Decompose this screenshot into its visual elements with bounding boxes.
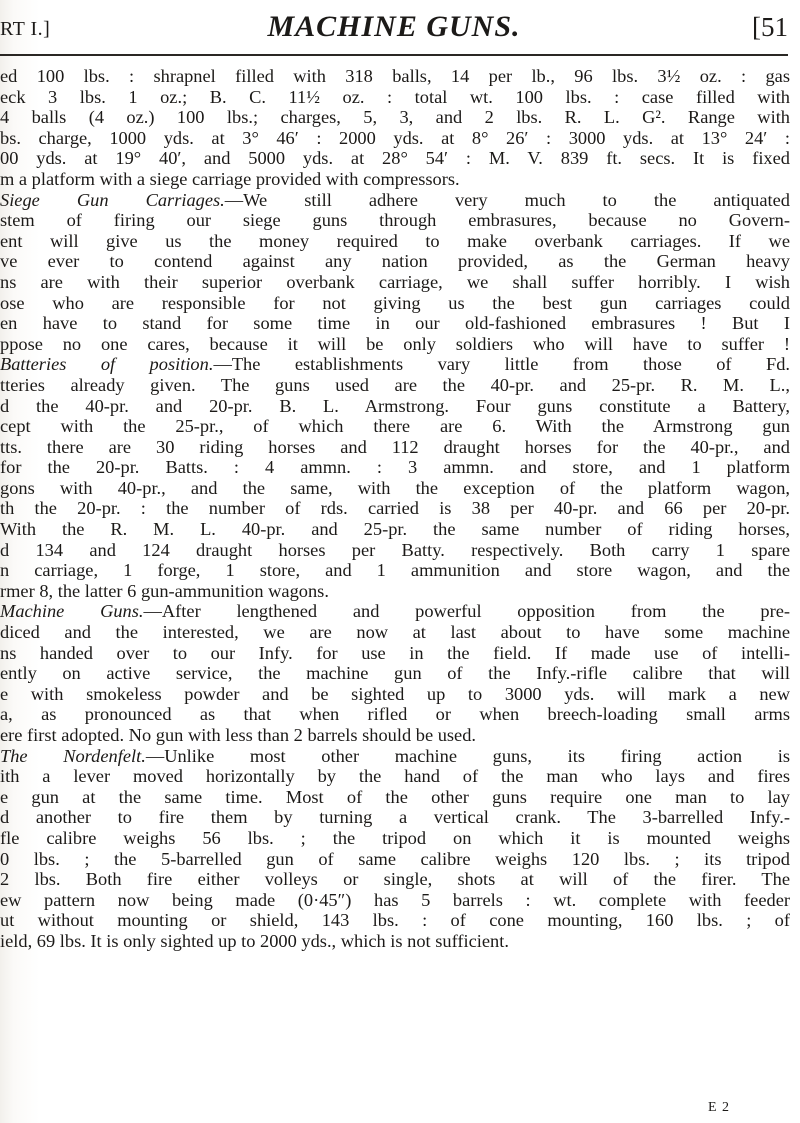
text-run: 2 lbs. Both fire either volleys or single, shots at will of the firer. The (0, 869, 790, 890)
text-line (0, 622, 790, 643)
text-line (0, 560, 790, 581)
text-run: ew pattern now being made (0·45″) has 5 barrels : wt. complete with feeder (0, 889, 790, 910)
text-line (0, 457, 790, 478)
running-title: MACHINE GUNS. (267, 10, 521, 43)
text-line (0, 663, 790, 684)
text-run: a, as pronounced as that when rifled or when breech-loading small arms (0, 704, 790, 725)
text-run: With the R. M. L. 40-pr. and 25-pr. the same number of riding horses, (0, 519, 790, 540)
text-line (0, 910, 790, 931)
text-line (0, 128, 790, 149)
text-run: th the 20-pr. : the number of rds. carried is 38 per 40-pr. and 66 per 20-pr. (0, 498, 790, 519)
text-run: gons with 40-pr., and the same, with the exception of the platform wagon, (0, 477, 790, 498)
body-text (0, 66, 790, 952)
text-run: 4 balls (4 oz.) 100 lbs.; charges, 5, 3, and 2 lbs. R. L. G². Range with (0, 107, 790, 128)
text-run: e gun at the same time. Most of the other guns require one man to lay (0, 786, 790, 807)
text-run: diced and the interested, we are now at last about to have some machine (0, 622, 790, 643)
text-run: —The establishments vary little from those of Fd. (213, 354, 790, 375)
text-run: ns are with their superior overbank carriage, we shall suffer horribly. I wish (0, 271, 790, 292)
text-line (0, 478, 790, 499)
text-line (0, 87, 790, 108)
text-line (0, 190, 790, 211)
header-rule (0, 54, 788, 56)
text-line (0, 313, 790, 334)
text-run: eck 3 lbs. 1 oz.; B. C. 11½ oz. : total wt. 100 lbs. : case filled with (0, 86, 790, 107)
section-heading: Machine Guns. (0, 601, 144, 622)
text-line (0, 210, 790, 231)
text-run: 00 yds. at 19° 40′, and 5000 yds. at 28° 54′ : M. V. 839 ft. secs. It is fixed (0, 148, 790, 169)
text-line (0, 787, 790, 808)
text-run: 0 lbs. ; the 5-barrelled gun of same calibre weighs 120 lbs. ; its tripod (0, 848, 790, 869)
text-run: cept with the 25-pr., of which there are 6. With the Armstrong gun (0, 416, 790, 437)
text-run: for the 20-pr. Batts. : 4 ammn. : 3 ammn. and store, and 1 platform (0, 457, 790, 478)
text-run: tteries already given. The guns used are the 40-pr. and 25-pr. R. M. L., (0, 374, 790, 395)
text-run: ith a lever moved horizontally by the hand of the man who lays and fires (0, 766, 790, 787)
text-line (0, 601, 790, 622)
text-run: stem of firing our siege guns through embrasures, because no Govern- (0, 210, 790, 231)
text-line (0, 272, 790, 293)
text-line (0, 766, 790, 787)
text-line (0, 684, 790, 705)
text-run: d another to fire them by turning a vertical crank. The 3-barrelled Infy.- (0, 807, 790, 828)
text-line (0, 334, 790, 355)
text-run: —After lengthened and powerful opposition from the pre- (143, 601, 790, 622)
text-line (0, 931, 790, 952)
text-run: ere first adopted. No gun with less than 2 barrels should be used. (0, 725, 477, 745)
text-line (0, 725, 790, 746)
text-run: ield, 69 lbs. It is only sighted up to 2000 yds., which is not sufficient. (0, 930, 509, 951)
text-run: m a platform with a siege carriage provided with compressors. (0, 168, 460, 189)
section-heading: Batteries of position. (0, 354, 214, 375)
text-line (0, 251, 790, 272)
text-line (0, 704, 790, 725)
text-line (0, 807, 790, 828)
page-number: [51 (752, 12, 788, 42)
text-run: rmer 8, the latter 6 gun-ammunition wagons. (0, 580, 329, 601)
signature-mark: E 2 (708, 1100, 731, 1115)
text-line (0, 540, 790, 561)
text-line (0, 519, 790, 540)
text-run: bs. charge, 1000 yds. at 3° 46′ : 2000 yds. at 8° 26′ : 3000 yds. at 13° 24′ : (0, 127, 790, 148)
text-line (0, 375, 790, 396)
text-run: d the 40-pr. and 20-pr. B. L. Armstrong. Four guns constitute a Battery, (0, 395, 790, 416)
text-line (0, 828, 790, 849)
text-line (0, 148, 790, 169)
text-run: ose who are responsible for not giving us the best gun carriages could (0, 292, 790, 313)
running-header (0, 10, 788, 50)
text-run: n carriage, 1 forge, 1 store, and 1 ammunition and store wagon, and the (0, 560, 790, 581)
text-line (0, 869, 790, 890)
text-run: ent will give us the money required to make overbank carriages. If we (0, 230, 790, 251)
text-line (0, 354, 790, 375)
text-line (0, 107, 790, 128)
text-run: ve ever to contend against any nation provided, as the German heavy (0, 251, 790, 272)
text-run: d 134 and 124 draught horses per Batty. respectively. Both carry 1 spare (0, 539, 790, 560)
text-line (0, 643, 790, 664)
section-heading: Siege Gun Carriages. (0, 189, 225, 210)
text-line (0, 396, 790, 417)
text-run: e with smokeless powder and be sighted up to 3000 yds. will mark a new (0, 683, 790, 704)
text-line (0, 231, 790, 252)
text-line (0, 169, 790, 190)
text-line (0, 498, 790, 519)
part-label: RT I.] (0, 18, 51, 40)
text-line (0, 581, 790, 602)
text-run: ently on active service, the machine gun of the Infy.-rifle calibre that will (0, 663, 790, 684)
text-run: ppose no one cares, because it will be only soldiers who will have to suffer ! (0, 333, 790, 354)
text-line (0, 890, 790, 911)
text-line (0, 437, 790, 458)
text-run: —Unlike most other machine guns, its firing action is (145, 745, 790, 766)
section-heading: The Nordenfelt. (0, 745, 146, 766)
text-run: —We still adhere very much to the antiquated (224, 189, 790, 210)
text-run: en have to stand for some time in our old-fashioned embrasures ! But I (0, 313, 790, 334)
text-run: fle calibre weighs 56 lbs. ; the tripod on which it is mounted weighs (0, 827, 790, 848)
text-line (0, 66, 790, 87)
text-line (0, 416, 790, 437)
text-run: ed 100 lbs. : shrapnel filled with 318 balls, 14 per lb., 96 lbs. 3½ oz. : gas (0, 66, 790, 86)
text-run: ut without mounting or shield, 143 lbs. : of cone mounting, 160 lbs. ; of (0, 910, 790, 931)
text-line (0, 849, 790, 870)
text-line (0, 746, 790, 767)
text-line (0, 293, 790, 314)
text-run: ns handed over to our Infy. for use in the field. If made use of intelli- (0, 642, 790, 663)
text-run: tts. there are 30 riding horses and 112 draught horses for the 40-pr., and (0, 436, 790, 457)
